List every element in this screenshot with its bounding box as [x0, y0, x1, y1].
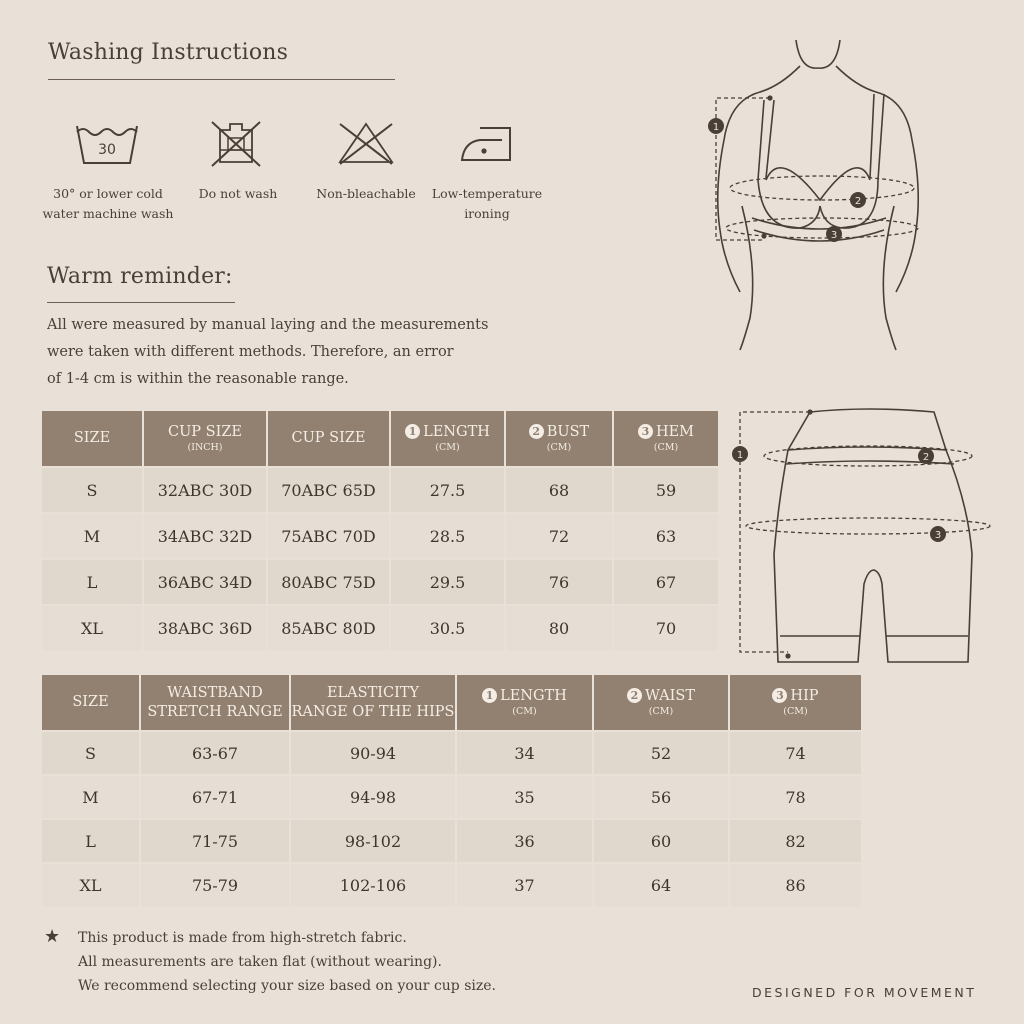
header-unit: (CM) — [653, 442, 679, 453]
table-cell: 37 — [456, 863, 593, 907]
header-label: HIP — [790, 688, 819, 704]
table-row — [42, 513, 718, 559]
header-unit: (CM) — [512, 706, 537, 717]
table-cell: 59 — [613, 467, 718, 513]
shorts-measurement-diagram — [728, 404, 998, 670]
table-cell: 71-75 — [140, 819, 290, 863]
column-header — [505, 411, 613, 467]
marker-2 — [850, 192, 866, 208]
column-header — [593, 675, 729, 731]
svg-text:1: 1 — [736, 450, 744, 461]
bra-measurement-diagram — [700, 30, 970, 360]
bra-size-table — [42, 411, 718, 651]
table-cell: 75-79 — [140, 863, 290, 907]
column-header — [613, 411, 718, 467]
number-badge: 1 — [482, 688, 497, 703]
notes — [78, 926, 598, 998]
svg-text:2: 2 — [854, 196, 862, 207]
table-cell: 29.5 — [390, 559, 505, 605]
table-cell: S — [42, 731, 140, 775]
table-cell: 78 — [729, 775, 861, 819]
table-cell: XL — [42, 863, 140, 907]
table-cell: 32ABC 30D — [143, 467, 267, 513]
table-row — [42, 863, 861, 907]
note-line: We recommend selecting your size based on your cup size. — [78, 978, 496, 994]
header-unit: (CM) — [435, 442, 460, 453]
do-not-wash-icon — [206, 120, 276, 170]
table-cell: 52 — [593, 731, 729, 775]
table-cell: L — [42, 559, 143, 605]
table-cell: 63-67 — [140, 731, 290, 775]
table-cell: 34ABC 32D — [143, 513, 267, 559]
table-cell: 35 — [456, 775, 593, 819]
table-cell: 34 — [456, 731, 593, 775]
header-label: BUST — [546, 424, 590, 440]
table-row — [42, 559, 718, 605]
table-cell: 27.5 — [390, 467, 505, 513]
table-cell: L — [42, 819, 140, 863]
header-unit: (INCH) — [187, 442, 223, 453]
column-header — [290, 675, 456, 731]
table-cell: 30.5 — [390, 605, 505, 651]
do-not-wash-label: Do not wash — [198, 186, 278, 201]
number-badge: 3 — [772, 688, 787, 703]
table-cell: 70ABC 65D — [267, 467, 390, 513]
note-line: All measurements are taken flat (without wearing). — [78, 954, 442, 970]
machine-wash-label: 30° or lower cold water machine wash — [42, 186, 174, 221]
header-label: LENGTH — [423, 424, 490, 440]
low-iron-icon — [458, 122, 528, 172]
header-label: WAIST — [645, 688, 695, 704]
reminder-title: Warm reminder: — [47, 264, 233, 289]
table-cell: 102-106 — [290, 863, 456, 907]
header-label: WAISTBAND STRETCH RANGE — [147, 684, 283, 720]
column-header — [140, 675, 290, 731]
footer-tag: DESIGNED FOR MOVEMENT — [752, 985, 977, 1000]
svg-text:3: 3 — [934, 530, 942, 541]
number-badge: 2 — [529, 424, 544, 439]
table-cell: 28.5 — [390, 513, 505, 559]
svg-text:1: 1 — [712, 122, 720, 133]
wash-temp-label: 30 — [98, 142, 116, 158]
table-row — [42, 605, 718, 651]
reminder-title-rule — [47, 302, 235, 303]
header-unit: (CM) — [546, 442, 572, 453]
header-unit: (CM) — [783, 706, 808, 717]
header-label: SIZE — [73, 430, 111, 446]
table-cell: S — [42, 467, 143, 513]
table-cell: 60 — [593, 819, 729, 863]
table-cell: 75ABC 70D — [267, 513, 390, 559]
header-label: CUP SIZE — [167, 424, 242, 440]
header-label: ELASTICITY RANGE OF THE HIPS — [291, 684, 455, 720]
table-cell: M — [42, 513, 143, 559]
non-bleach-label: Non-bleachable — [316, 186, 416, 201]
note-line: This product is made from high-stretch fabric. — [78, 930, 407, 946]
table-cell: XL — [42, 605, 143, 651]
table-cell: 67 — [613, 559, 718, 605]
marker-3 — [930, 526, 946, 542]
svg-text:3: 3 — [830, 230, 838, 241]
marker-1 — [732, 446, 748, 462]
column-header — [729, 675, 861, 731]
svg-text:2: 2 — [922, 452, 930, 463]
table-row — [42, 775, 861, 819]
column-header — [456, 675, 593, 731]
header-label: SIZE — [72, 694, 109, 710]
table-cell: 67-71 — [140, 775, 290, 819]
column-header — [390, 411, 505, 467]
table-cell: 56 — [593, 775, 729, 819]
table-cell: 94-98 — [290, 775, 456, 819]
table-row — [42, 819, 861, 863]
table-cell: 80ABC 75D — [267, 559, 390, 605]
column-header — [42, 675, 140, 731]
table-cell: 82 — [729, 819, 861, 863]
table-cell: 80 — [505, 605, 613, 651]
shorts-size-table — [42, 675, 861, 907]
machine-wash-30-icon — [74, 122, 144, 172]
column-header — [143, 411, 267, 467]
marker-1 — [708, 118, 724, 134]
table-cell: 36ABC 34D — [143, 559, 267, 605]
reminder-text: All were measured by manual laying and the measurements were taken with different methods. Therefore, an error of 1-4 cm is within the reasonable range. — [47, 317, 489, 387]
table-cell: 38ABC 36D — [143, 605, 267, 651]
header-unit: (CM) — [648, 706, 674, 717]
marker-2 — [918, 448, 934, 464]
washing-title-rule — [48, 79, 395, 80]
table-cell: 74 — [729, 731, 861, 775]
low-iron-label: Low-temperature ironing — [431, 186, 543, 221]
table-row — [42, 467, 718, 513]
table-row — [42, 731, 861, 775]
star-icon: ★ — [44, 926, 61, 947]
column-header — [267, 411, 390, 467]
header-label: CUP SIZE — [291, 430, 366, 446]
header-label: LENGTH — [500, 688, 567, 704]
table-cell: 98-102 — [290, 819, 456, 863]
non-bleach-icon — [336, 120, 406, 170]
column-header — [42, 411, 143, 467]
marker-3 — [826, 226, 842, 242]
table-cell: 90-94 — [290, 731, 456, 775]
number-badge: 3 — [638, 424, 653, 439]
table-cell: M — [42, 775, 140, 819]
table-cell: 63 — [613, 513, 718, 559]
table-cell: 68 — [505, 467, 613, 513]
table-cell: 86 — [729, 863, 861, 907]
table-cell: 64 — [593, 863, 729, 907]
header-label: HEM — [655, 424, 695, 440]
table-cell: 72 — [505, 513, 613, 559]
table-cell: 76 — [505, 559, 613, 605]
table-cell: 85ABC 80D — [267, 605, 390, 651]
number-badge: 2 — [627, 688, 642, 703]
table-cell: 70 — [613, 605, 718, 651]
number-badge: 1 — [405, 424, 420, 439]
table-cell: 36 — [456, 819, 593, 863]
washing-title: Washing Instructions — [48, 40, 289, 65]
